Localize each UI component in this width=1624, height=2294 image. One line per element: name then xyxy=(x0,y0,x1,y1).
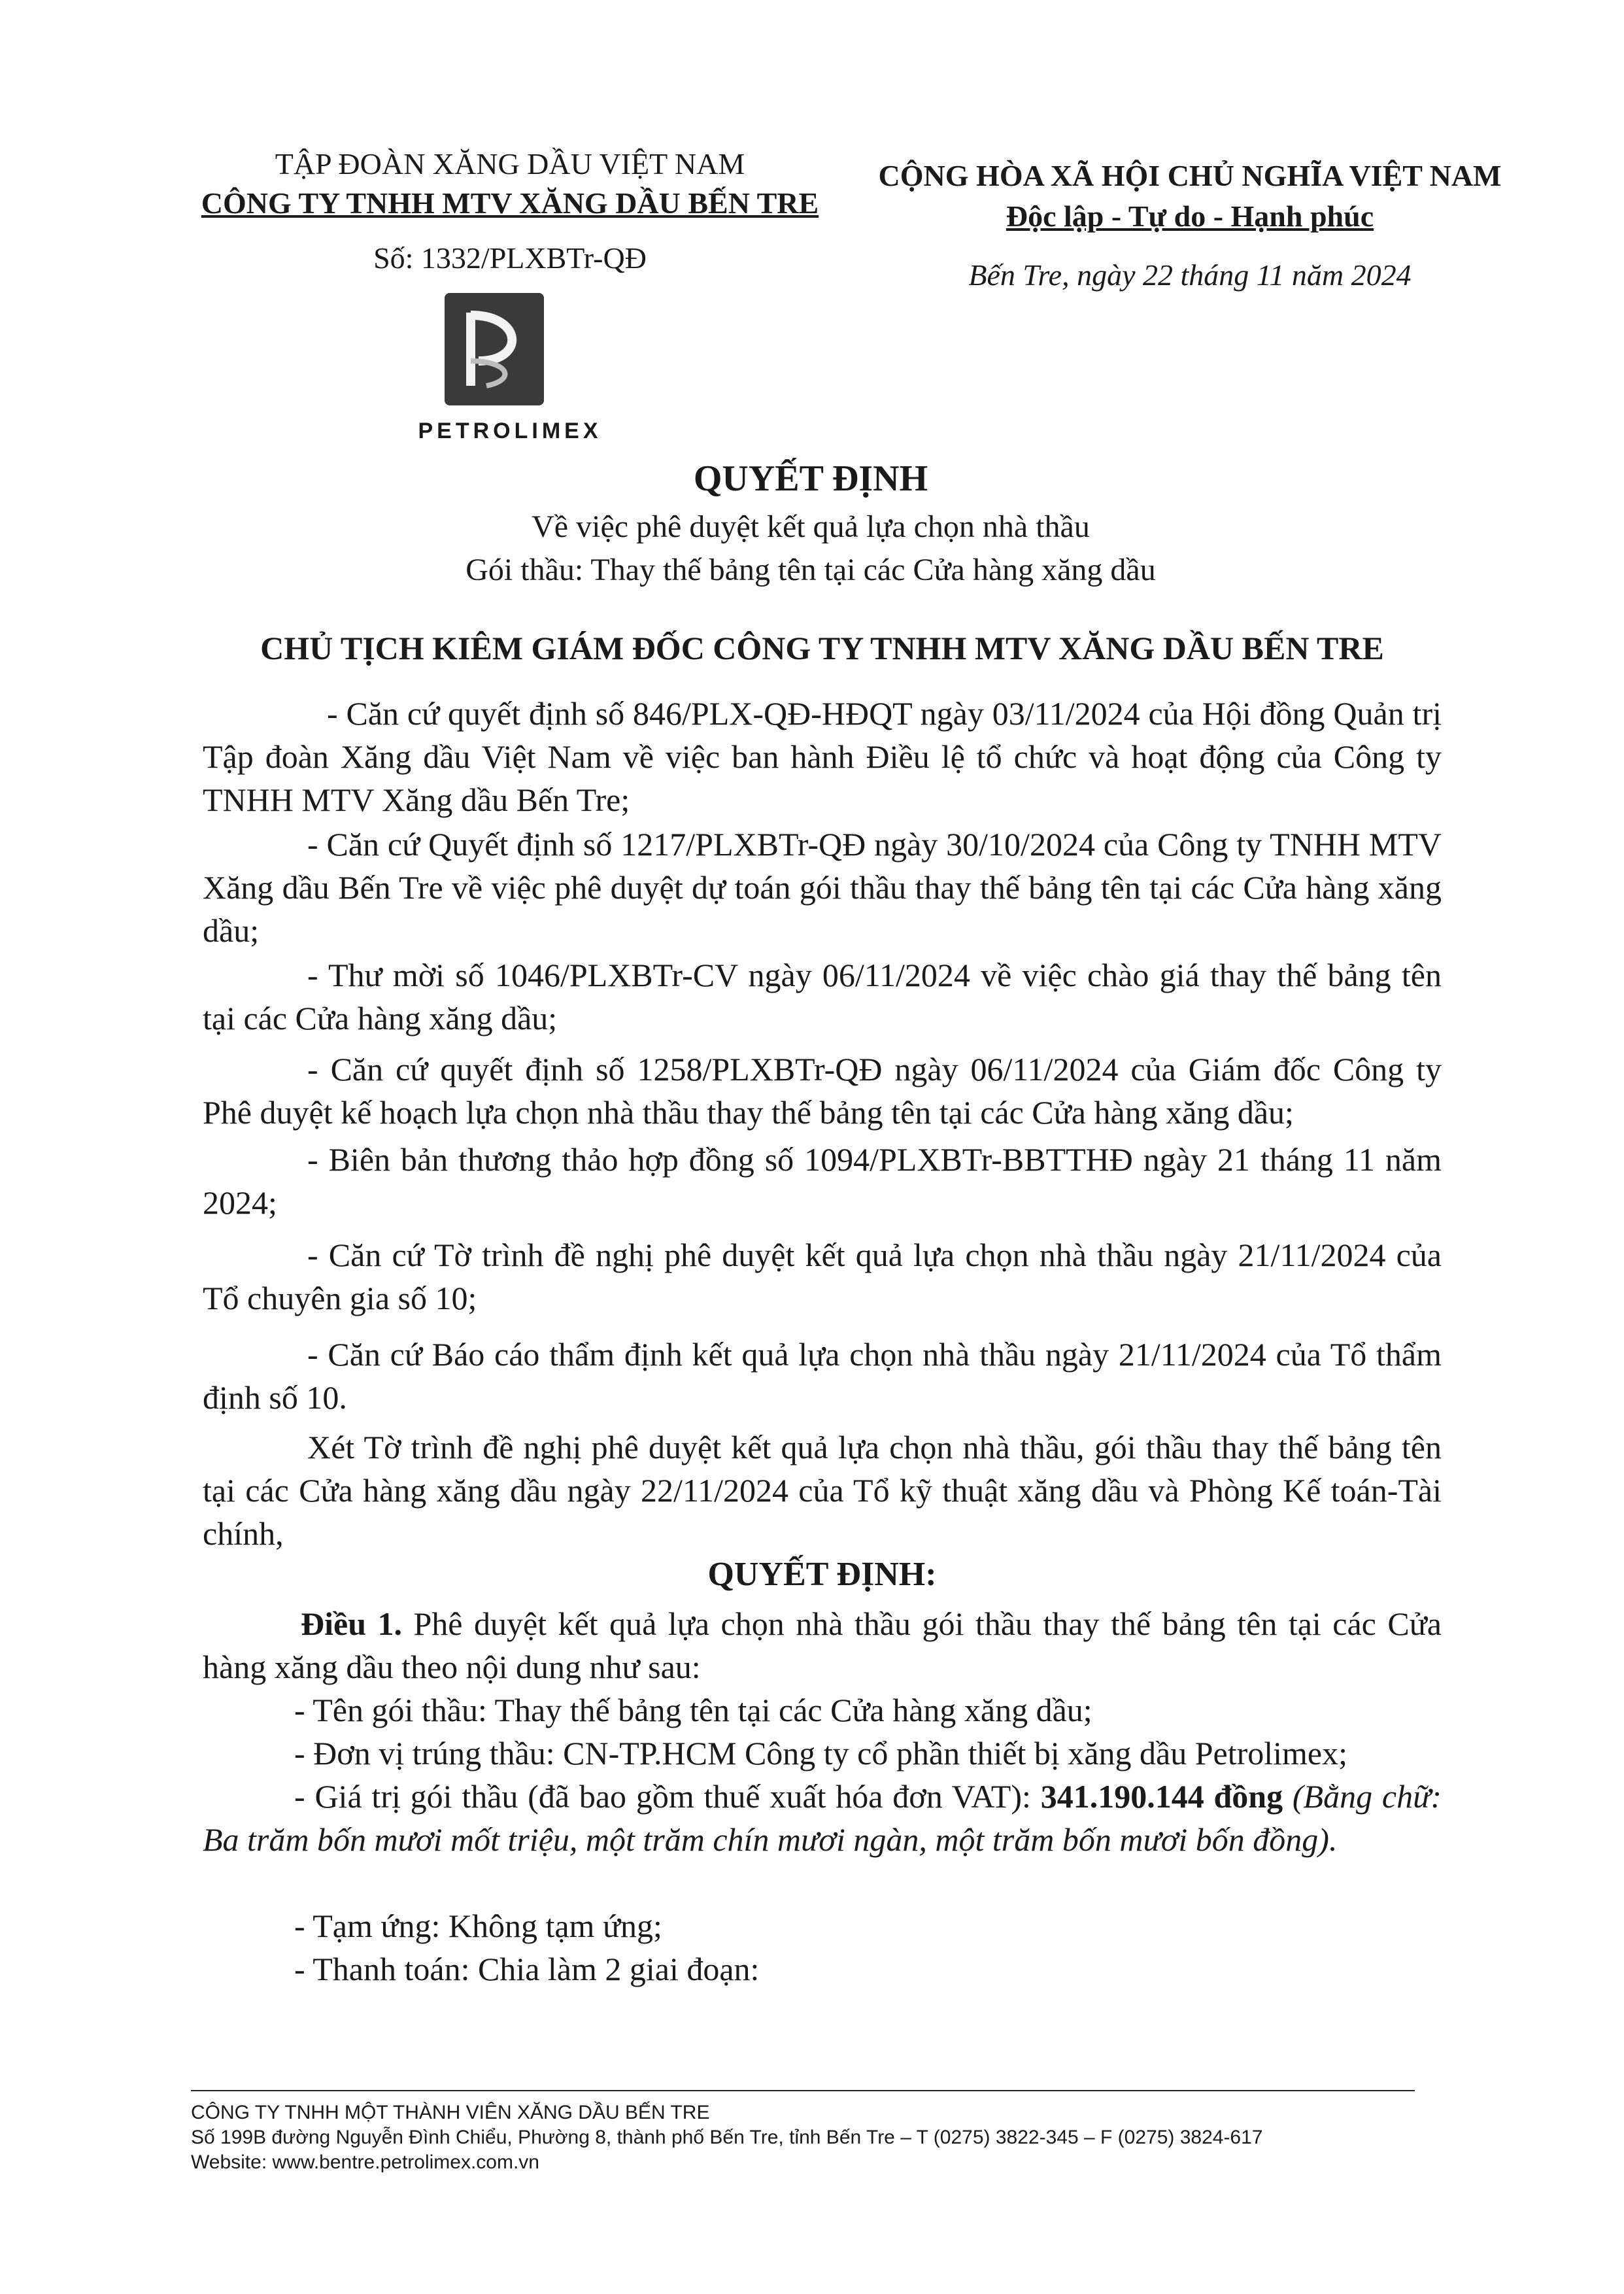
national-title: CỘNG HÒA XÃ HỘI CHỦ NGHĨA VIỆT NAM xyxy=(878,159,1502,192)
footer-divider xyxy=(191,2090,1415,2091)
decision-heading: QUYẾT ĐỊNH: xyxy=(707,1556,937,1593)
advance-payment: - Tạm ứng: Không tạm ứng; xyxy=(294,1908,662,1944)
article-1 xyxy=(203,1602,1442,1688)
consideration: Xét Tờ trình đề nghị phê duyệt kết quả lựa chọn nhà thầu, gói thầu thay thế bảng tên tại các Cửa hàng xăng dầu ngày 22/11/2024 của Tổ kỹ thuật xăng dầu và Phòng Kế toán-Tài chính, xyxy=(203,1429,1442,1552)
parent-organization: TẬP ĐOÀN XĂNG DẦU VIỆT NAM xyxy=(275,147,745,180)
package-name: - Tên gói thầu: Thay thế bảng tên tại các Cửa hàng xăng dầu; xyxy=(294,1692,1092,1728)
package-value-in-words: (Bằng chữ: Ba trăm bốn mươi mốt triệu, một trăm chín mươi ngàn, một trăm bốn mươi bốn đồng). xyxy=(203,1778,1442,1858)
petrolimex-logo xyxy=(445,293,544,405)
company-name: CÔNG TY TNHH MTV XĂNG DẦU BẾN TRE xyxy=(201,186,819,220)
document-subtitle: Về việc phê duyệt kết quả lựa chọn nhà thầu xyxy=(532,509,1090,544)
winning-bidder: - Đơn vị trúng thầu: CN-TP.HCM Công ty cổ phần thiết bị xăng dầu Petrolimex; xyxy=(294,1735,1348,1772)
basis-5: - Biên bản thương thảo hợp đồng số 1094/PLXBTr-BBTTHĐ ngày 21 tháng 11 năm 2024; xyxy=(203,1141,1442,1221)
article-1-text: Phê duyệt kết quả lựa chọn nhà thầu gói thầu thay thế bảng tên tại các Cửa hàng xăng dầu theo nội dung như sau: xyxy=(203,1605,1442,1685)
national-motto: Độc lập - Tự do - Hạnh phúc xyxy=(1006,199,1374,233)
logo-label: PETROLIMEX xyxy=(418,419,602,443)
payment-terms: - Thanh toán: Chia làm 2 giai đoạn: xyxy=(294,1951,760,1987)
article-1-label: Điều 1. xyxy=(301,1605,402,1642)
package-value-amount: 341.190.144 đồng xyxy=(1040,1778,1283,1815)
document-title: QUYẾT ĐỊNH xyxy=(693,458,928,499)
authority-heading: CHỦ TỊCH KIÊM GIÁM ĐỐC CÔNG TY TNHH MTV XĂNG DẦU BẾN TRE xyxy=(260,630,1384,666)
basis-7: - Căn cứ Báo cáo thẩm định kết quả lựa chọn nhà thầu ngày 21/11/2024 của Tổ thẩm định số 10. xyxy=(203,1336,1442,1416)
basis-3: - Thư mời số 1046/PLXBTr-CV ngày 06/11/2024 về việc chào giá thay thế bảng tên tại các Cửa hàng xăng dầu; xyxy=(203,957,1442,1036)
basis-4: - Căn cứ quyết định số 1258/PLXBTr-QĐ ngày 06/11/2024 của Giám đốc Công ty Phê duyệt kế hoạch lựa chọn nhà thầu thay thế bảng tên tại các Cửa hàng xăng dầu; xyxy=(203,1051,1442,1131)
document-number: Số: 1332/PLXBTr-QĐ xyxy=(373,241,647,275)
package-value xyxy=(203,1775,1442,1861)
issue-date: Bến Tre, ngày 22 tháng 11 năm 2024 xyxy=(968,258,1412,292)
footer-website: Website: www.bentre.petrolimex.com.vn xyxy=(191,2151,539,2173)
basis-1: - Căn cứ quyết định số 846/PLX-QĐ-HĐQT ngày 03/11/2024 của Hội đồng Quản trị Tập đoàn Xăng dầu Việt Nam về việc ban hành Điều lệ tổ chức và hoạt động của Công ty TNHH MTV Xăng dầu Bến Tre; xyxy=(203,695,1442,818)
package-subtitle: Gói thầu: Thay thế bảng tên tại các Cửa hàng xăng dầu xyxy=(465,553,1156,587)
basis-2: - Căn cứ Quyết định số 1217/PLXBTr-QĐ ngày 30/10/2024 của Công ty TNHH MTV Xăng dầu Bến Tre về việc phê duyệt dự toán gói thầu thay thế bảng tên tại các Cửa hàng xăng dầu; xyxy=(203,826,1442,949)
footer-company: CÔNG TY TNHH MỘT THÀNH VIÊN XĂNG DẦU BẾN TRE xyxy=(191,2102,710,2123)
basis-6: - Căn cứ Tờ trình đề nghị phê duyệt kết quả lựa chọn nhà thầu ngày 21/11/2024 của Tổ chuyên gia số 10; xyxy=(203,1237,1442,1316)
package-value-label: - Giá trị gói thầu (đã bao gồm thuế xuất hóa đơn VAT): xyxy=(294,1778,1041,1815)
footer-address: Số 199B đường Nguyễn Đình Chiểu, Phường 8, thành phố Bến Tre, tỉnh Bến Tre – T (0275) 3822-345 – F (0275) 3824-617 xyxy=(191,2127,1263,2148)
